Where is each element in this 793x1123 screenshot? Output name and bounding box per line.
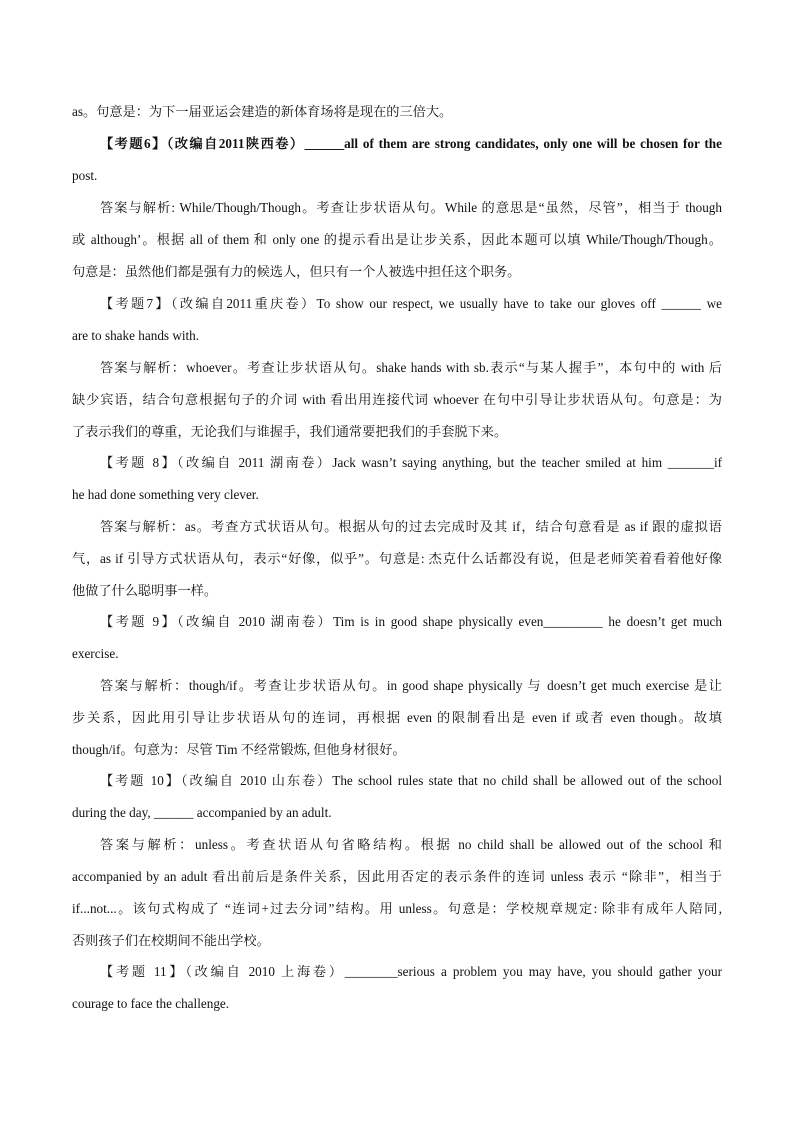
answer-10-line-1: 答案与解析：unless。考查状语从句省略结构。根据 no child shall be allowed out of the school 和 xyxy=(100,837,722,852)
answer-10-line-2: accompanied by an adult 看出前后是条件关系，因此用否定的表示条件的连词 unless 表示 “除非”，相当于 xyxy=(72,869,722,884)
answer-7-line-3: 了表示我们的尊重，无论我们与谁握手，我们通常要把我们的手套脱下来。 xyxy=(72,424,508,439)
answer-6-line-3: 句意是：虽然他们都是强有力的候选人，但只有一个人被选中担任这个职务。 xyxy=(72,264,521,279)
question-8-line-1: 【考题 8】（改编自 2011 湖南卷）Jack wasn’t saying anything, but the teacher smiled at him _______if xyxy=(100,455,722,470)
question-9-line-1: 【考题 9】（改编自 2010 湖南卷）Tim is in good shape physically even_________ he doesn’t get much xyxy=(100,614,722,629)
question-6-line-1: 【考题6】（改编自2011陕西卷）______all of them are strong candidates, only one will be chosen for the xyxy=(100,136,722,151)
question-7-line-1: 【考题7】（改编自2011重庆卷）To show our respect, we usually have to take our gloves off ______ we xyxy=(100,296,722,311)
question-10-line-2: during the day, ______ accompanied by an adult. xyxy=(72,805,332,820)
question-6-line-2: post. xyxy=(72,168,98,183)
question-9-line-2: exercise. xyxy=(72,646,119,661)
question-8-line-2: he had done something very clever. xyxy=(72,487,259,502)
question-7-line-2: are to shake hands with. xyxy=(72,328,200,343)
answer-9-line-3: though/if。句意为：尽管 Tim 不经常锻炼, 但他身材很好。 xyxy=(72,742,406,757)
answer-9-line-1: 答案与解析：though/if。考查让步状语从句。in good shape physically 与 doesn’t get much exercise 是让 xyxy=(100,678,722,693)
answer-8-line-2: 气，as if 引导方式状语从句，表示“好像，似乎”。句意是: 杰克什么话都没有说，但是老师笑着看着他好像 xyxy=(72,551,722,566)
answer-6-line-1: 答案与解析: While/Though/Though。考查让步状语从句。While 的意思是“虽然，尽管”，相当于 though xyxy=(100,200,722,215)
answer-9-line-2: 步关系，因此用引导让步状语从句的连词，再根据 even 的限制看出是 even if 或者 even though。故填 xyxy=(72,710,722,725)
question-11-line-1: 【考题 11】（改编自 2010 上海卷）________serious a problem you may have, you should gather your xyxy=(100,964,722,979)
text-line-1: as。句意是：为下一届亚运会建造的新体育场将是现在的三倍大。 xyxy=(72,104,453,119)
answer-8-line-1: 答案与解析：as。考查方式状语从句。根据从句的过去完成时及其 if，结合句意看是 as if 跟的虚拟语 xyxy=(100,519,722,534)
answer-7-line-2: 缺少宾语，结合句意根据句子的介词 with 看出用连接代词 whoever 在句中引导让步状语从句。句意是：为 xyxy=(72,392,722,407)
answer-7-line-1: 答案与解析：whoever。考查让步状语从句。shake hands with sb.表示“与某人握手”，本句中的 with 后 xyxy=(100,360,722,375)
question-11-line-2: courage to face the challenge. xyxy=(72,996,230,1011)
answer-10-line-3: if...not...。该句式构成了 “连词+过去分词”结构。用 unless。句意是：学校规章规定: 除非有成年人陪同, xyxy=(72,901,722,916)
answer-10-line-4: 否则孩子们在校期间不能出学校。 xyxy=(72,933,270,948)
answer-8-line-3: 他做了什么聪明事一样。 xyxy=(72,583,218,598)
question-10-line-1: 【考题 10】（改编自 2010 山东卷）The school rules state that no child shall be allowed out of the school xyxy=(100,773,722,788)
answer-6-line-2: 或 although’。根据 all of them 和 only one 的提示看出是让步关系，因此本题可以填 While/Though/Though。 xyxy=(72,232,722,247)
